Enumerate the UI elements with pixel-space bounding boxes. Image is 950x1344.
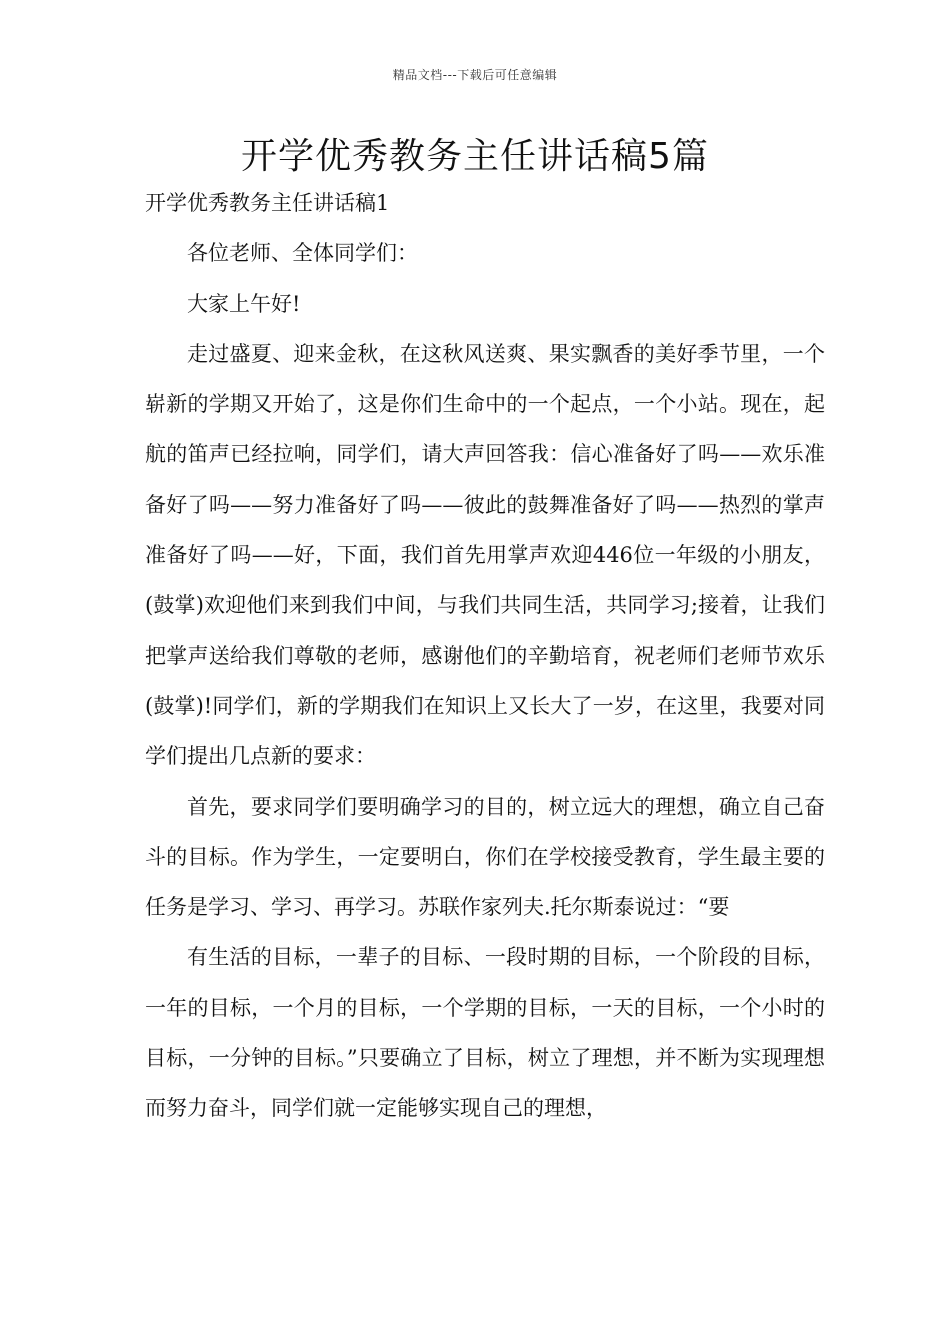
document-body — [145, 178, 825, 1134]
body-paragraph: 走过盛夏、迎来金秋，在这秋风送爽、果实飘香的美好季节里，一个崭新的学期又开始了，这是你们生命中的一个起点，一个小站。现在，起航的笛声已经拉响，同学们，请大声回答我：信心准备好了吗——欢乐准备好了吗——努力准备好了吗——彼此的鼓舞准备好了吗——热烈的掌声准备好了吗——好，下面，我们首先用掌声欢迎446位一年级的小朋友，(鼓掌)欢迎他们来到我们中间，与我们共同生活，共同学习;接着，让我们把掌声送给我们尊敬的老师，感谢他们的辛勤培育，祝老师们老师节欢乐(鼓掌)!同学们，新的学期我们在知识上又长大了一岁，在这里，我要对同学们提出几点新的要求： — [145, 341, 825, 769]
document-title: 开学优秀教务主任讲话稿5篇 — [241, 136, 709, 177]
page-header: 精品文档---下载后可任意编辑 — [392, 68, 558, 82]
body-paragraph: 有生活的目标，一辈子的目标、一段时期的目标，一个阶段的目标，一年的目标，一个月的目标，一个学期的目标，一天的目标，一个小时的目标，一分钟的目标。”只要确立了目标，树立了理想，并不断为实现理想而努力奋斗，同学们就一定能够实现自己的理想， — [145, 945, 825, 1121]
salutation-paragraph: 各位老师、全体同学们： — [187, 241, 418, 266]
section-heading: 开学优秀教务主任讲话稿1 — [145, 191, 390, 215]
greeting-paragraph: 大家上午好! — [187, 291, 301, 316]
body-paragraph: 首先，要求同学们要明确学习的目的，树立远大的理想，确立自己奋斗的目标。作为学生，一定要明白，你们在学校接受教育，学生最主要的任务是学习、学习、再学习。苏联作家列夫.托尔斯泰说过：“要 — [145, 794, 825, 920]
